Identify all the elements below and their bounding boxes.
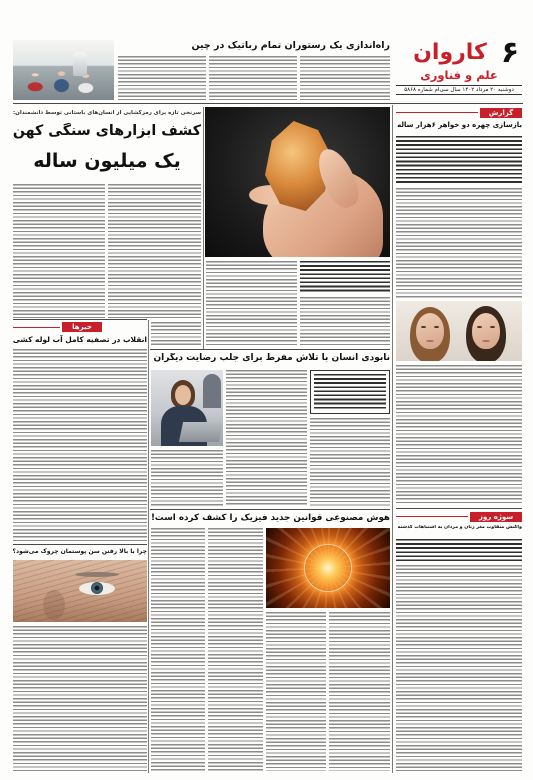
section-divider <box>150 509 390 510</box>
issue-dateline: دوشنبه ۲۰ مرداد ۱۴۰۲ سال سی‌ام شماره ۵۸۶۸ <box>396 85 522 95</box>
sister-mouth <box>482 340 490 342</box>
article-body-text <box>208 528 263 771</box>
topic-of-day-label: سوژه روز <box>470 512 522 522</box>
article-body-text <box>329 612 390 771</box>
article-body-text <box>396 188 522 298</box>
stone-tool-photo <box>205 107 390 257</box>
photo-caption-text <box>300 261 390 293</box>
iris <box>91 582 103 594</box>
article-body-text <box>108 184 201 318</box>
column-rule <box>392 105 393 773</box>
article-body-text <box>396 565 522 771</box>
sister-eye <box>421 326 426 328</box>
newspaper-logo: کاروان <box>413 40 487 65</box>
article-body-text <box>396 365 522 505</box>
label-rule <box>396 112 478 113</box>
glowing-orb <box>304 544 352 592</box>
report-section-label: گزارش <box>480 108 522 118</box>
sister-face <box>416 313 444 349</box>
section-divider <box>13 319 147 320</box>
article-body-text <box>266 612 326 771</box>
article-lead-box <box>310 370 390 414</box>
water-purification-headline: انقلاب در تصفیه کامل آب لوله کشی <box>13 335 147 344</box>
stone-tools-headline-line2: یک میلیون ساله <box>33 150 181 172</box>
article-body-text <box>151 322 201 347</box>
section-title: علم و فناوری <box>420 68 498 82</box>
background-person <box>203 374 221 408</box>
label-rule <box>396 516 468 517</box>
brain-mistakes-headline: واکنش متفاوت مغز زنان و مردان به اشتباهات گذشته <box>397 525 522 530</box>
section-divider <box>150 349 390 350</box>
article-body-text <box>151 450 223 506</box>
section-divider <box>13 103 523 104</box>
article-body-text <box>310 418 390 506</box>
news-section-label: خبرها <box>62 322 102 332</box>
ai-physics-photo <box>266 528 390 608</box>
article-lead-text <box>314 374 386 410</box>
article-body-text <box>300 56 390 100</box>
section-divider <box>396 508 522 509</box>
stone-tools-kicker: سرنخی تازه برای رمزگشایی از انسان‌های باستانی توسط دانشمندان: <box>13 110 201 116</box>
robot-restaurant-photo <box>13 40 114 100</box>
article-body-text <box>300 297 390 347</box>
page-number: ۶ <box>500 35 520 70</box>
robot-figure <box>73 52 87 76</box>
woman-at-laptop-photo <box>151 370 223 446</box>
label-rule <box>13 327 60 328</box>
robot-restaurant-headline: راه‌اندازی یک رستوران تمام رباتیک در چین <box>191 40 390 51</box>
sister-eye <box>490 326 495 328</box>
article-body-text <box>13 184 105 318</box>
column-rule <box>148 320 149 773</box>
ai-physics-headline: هوش مصنوعی قوانین جدید فیزیک را کشف کرده است! <box>150 513 390 523</box>
column-rule <box>203 107 204 349</box>
sister-eye <box>477 326 482 328</box>
sisters-reconstruction-photo <box>396 301 522 361</box>
woman-head <box>175 385 191 405</box>
article-body-text <box>13 349 147 541</box>
people-pleasing-headline: نابودی انسان با تلاش مفرط برای جلب رضایت دیگران <box>153 353 390 363</box>
eyebrow <box>75 572 119 577</box>
article-lead-text <box>396 136 522 184</box>
sister-eye <box>434 326 439 328</box>
sister-mouth <box>426 340 434 342</box>
stone-tools-headline-line1: کشف ابزارهای سنگی کهن <box>13 123 201 139</box>
laptop <box>179 422 223 442</box>
article-body-text <box>206 261 297 347</box>
article-body-text <box>13 626 147 771</box>
face-shadow <box>43 590 65 620</box>
wrinkled-face-photo <box>13 560 147 622</box>
article-body-text <box>151 528 205 771</box>
skin-wrinkles-headline: چرا با بالا رفتن سن پوستمان چروک می‌شود؟ <box>13 548 147 555</box>
article-body-text <box>209 56 297 100</box>
face-reconstruction-headline: بازسازی چهره دو خواهر ۶هزار ساله <box>397 121 522 129</box>
section-divider <box>13 544 147 545</box>
sister-face <box>472 313 500 349</box>
article-lead-text <box>396 539 522 561</box>
article-body-text <box>226 370 307 506</box>
article-body-text <box>118 56 206 100</box>
